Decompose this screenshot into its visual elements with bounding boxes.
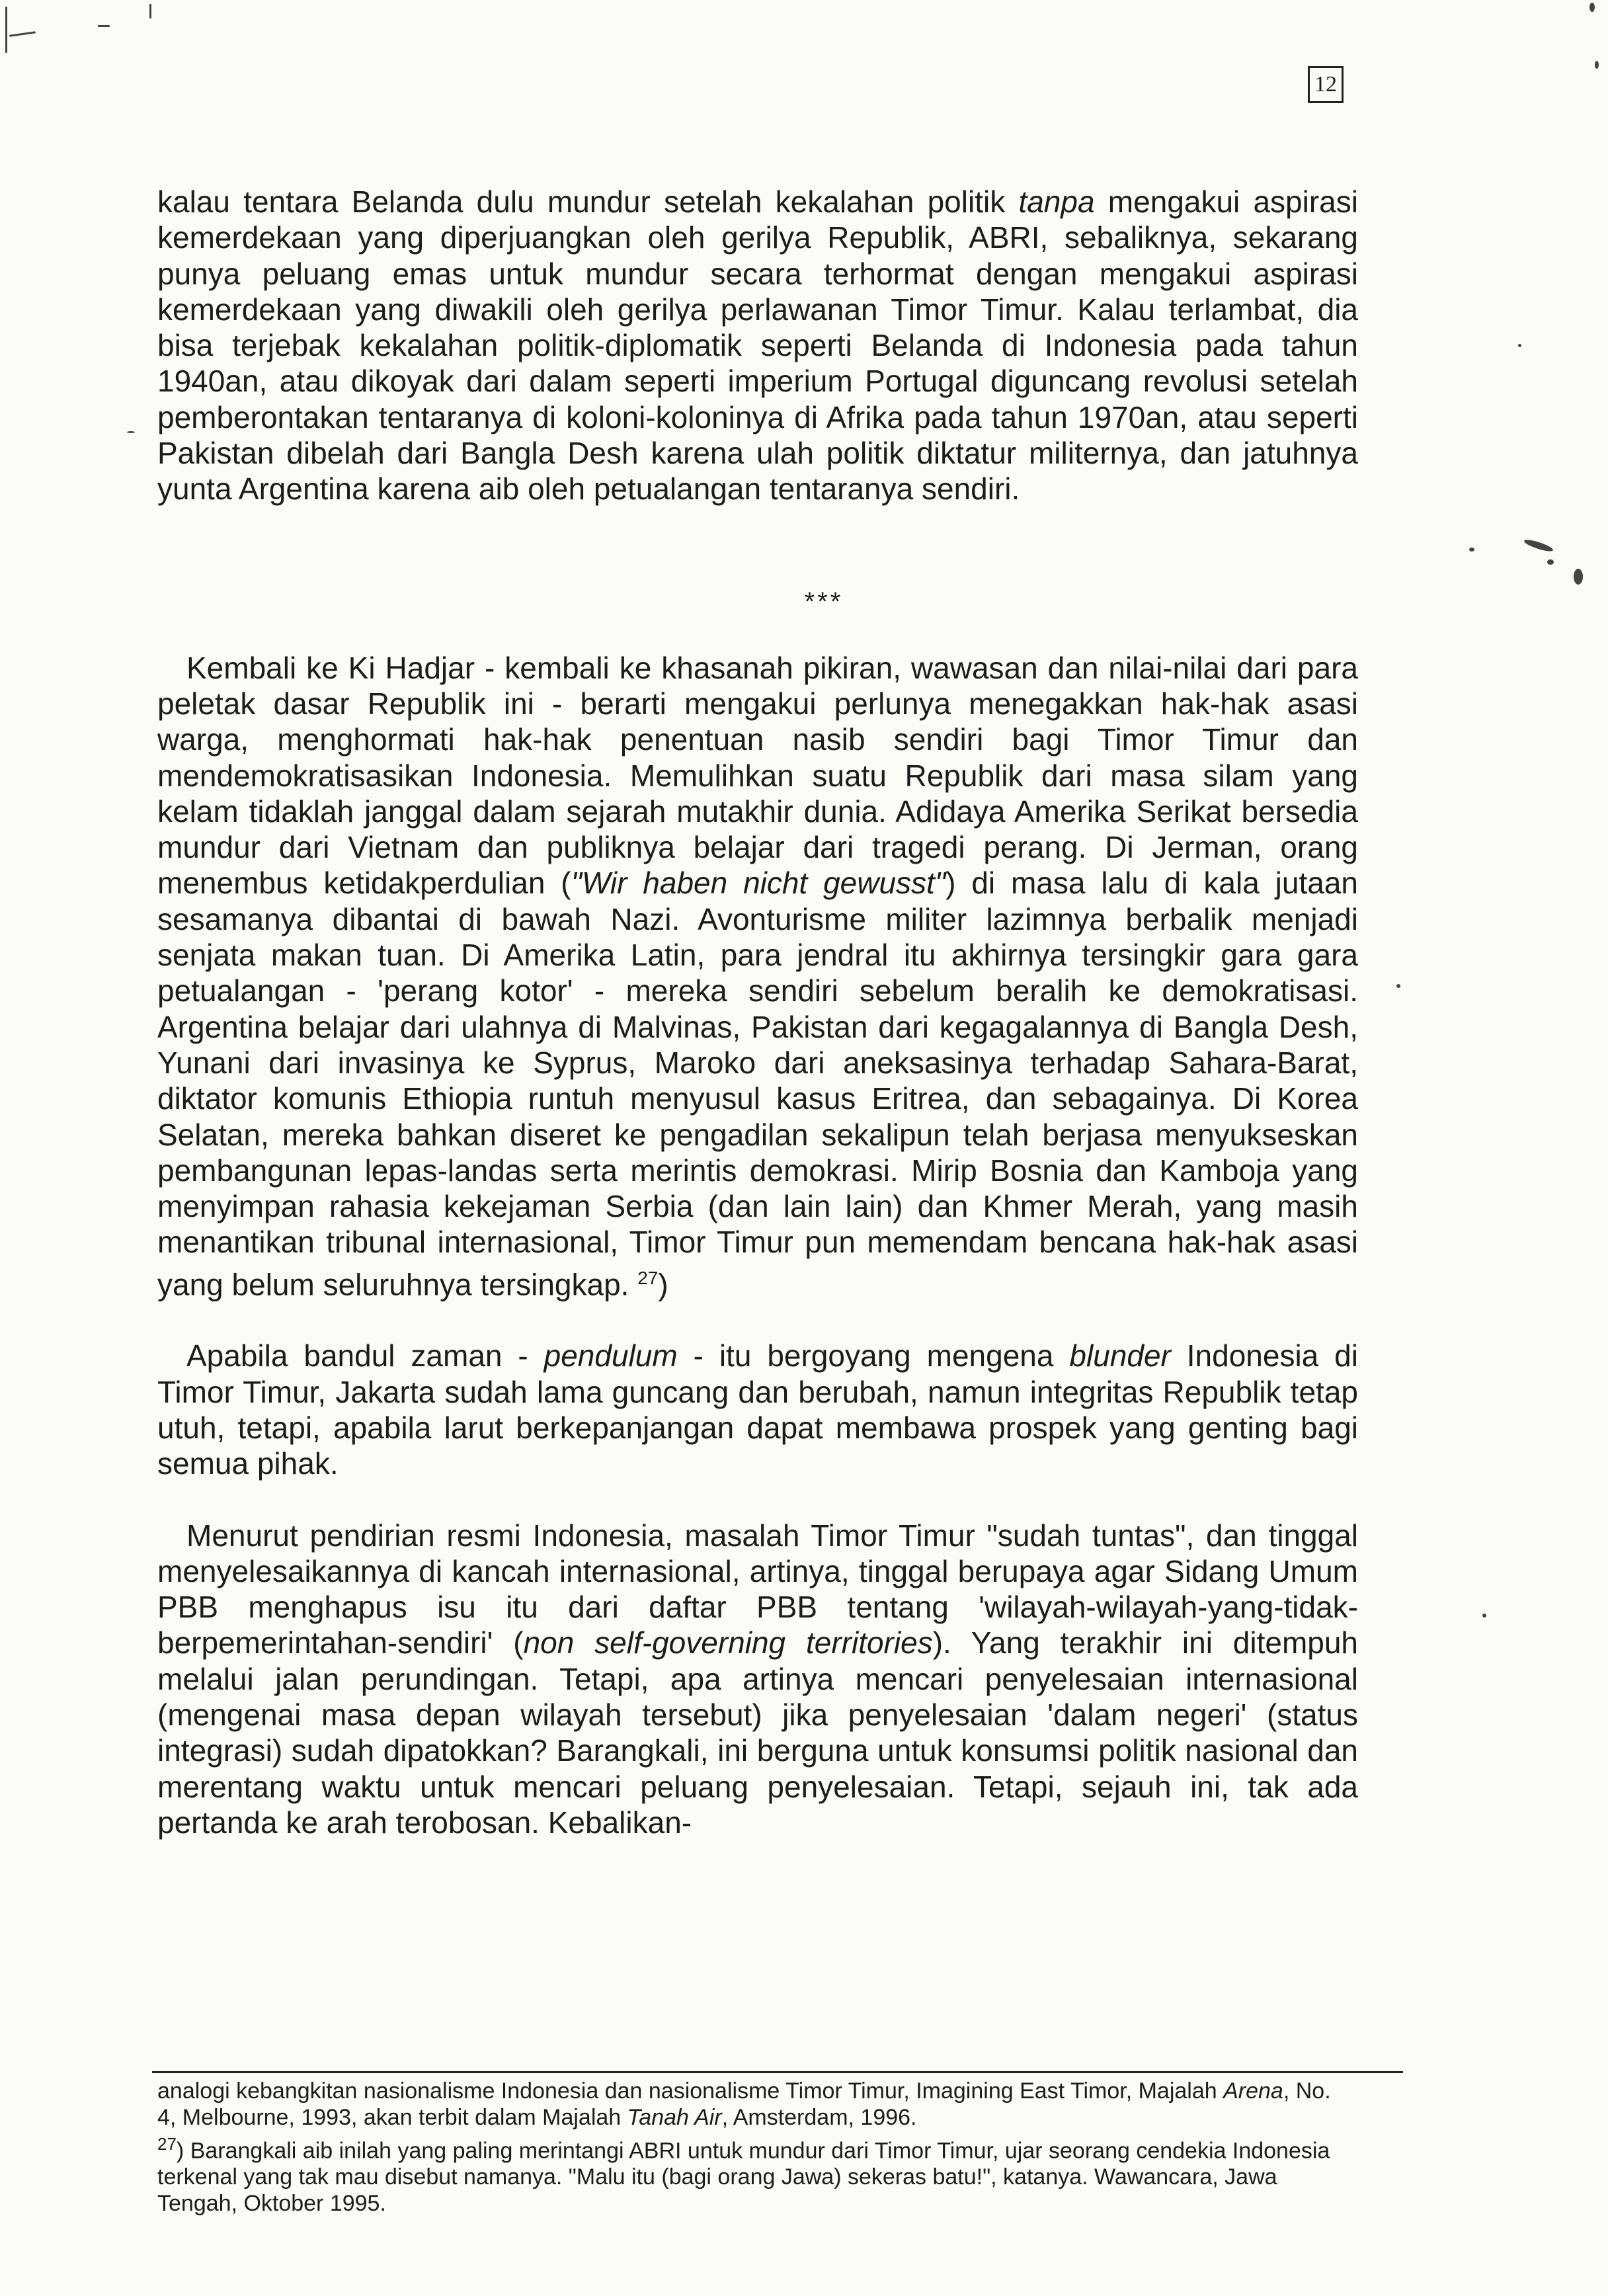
paragraph-1: kalau tentara Belanda dulu mundur setelah kekalahan politik tanpa mengakui aspirasi kemerdekaan yang diperjuangkan oleh gerilya Republik, ABRI, sebaliknya, sekarang punya peluang emas untuk mundur secara terhormat dengan mengakui aspirasi kemerdekaan yang diwakili oleh gerilya perlawanan Timor Timur. Kalau terlambat, dia bisa terjebak kekalahan politik-diplomatik seperti Belanda di Indonesia pada tahun 1940an, atau dikoyak dari dalam seperti imperium Portugal diguncang revolusi setelah pemberontakan tentaranya di koloni-koloninya di Afrika pada tahun 1970an, atau seperti Pakistan dibelah dari Bangla Desh karena ulah politik diktatur militernya, dan jatuhnya yunta Argentina karena aib oleh petualangan tentaranya sendiri. [157,184,1358,507]
footnotes [157,2078,1341,2217]
paragraph-3: Apabila bandul zaman - pendulum - itu bergoyang mengena blunder Indonesia di Timor Timur, Jakarta sudah lama guncang dan berubah, namun integritas Republik tetap utuh, tetapi, apabila larut berkepanjangan dapat membawa prospek yang genting bagi semua pihak. [157,1338,1358,1481]
paragraph-4: Menurut pendirian resmi Indonesia, masalah Timor Timur "sudah tuntas", dan tinggal menyelesaikannya di kancah internasional, artinya, tinggal berupaya agar Sidang Umum PBB menghapus isu itu dari daftar PBB tentang 'wilayah-wilayah-yang-tidak-berpemerintahan-sendiri' (non self-governing territories). Yang terakhir ini ditempuh melalui jalan perundingan. Tetapi, apa artinya mencari penyelesaian internasional (mengenai masa depan wilayah tersebut) jika penyelesaian 'dalam negeri' (status integrasi) sudah dipatokkan? Barangkali, ini berguna untuk konsumsi politik nasional dan merentang waktu untuk mencari peluang penyelesaian. Tetapi, sejauh ini, tak ada pertanda ke arah terobosan. Kebalikan- [157,1518,1359,1840]
body-text [157,184,1358,1840]
footnote-divider [152,2071,1403,2073]
footnote-27: $^{27}$) Barangkali aib inilah yang paling merintangi ABRI untuk mundur dari Timor Timur, ujar seorang cendekia Indonesia terkenal yang tak mau disebut namanya. "Malu itu (bagi orang Jawa) sekeras batu!", katanya. Wawancara, Jawa Tengah, Oktober 1995. [157,2134,1330,2217]
footnote-continued: analogi kebangkitan nasionalisme Indonesia dan nasionalisme Timor Timur, Imagining East Timor, Majalah Arena, No. 4, Melbourne, 1993, akan terbit dalam Majalah Tanah Air, Amsterdam, 1996. [157,2078,1331,2130]
paragraph-2: Kembali ke Ki Hadjar - kembali ke khasanah pikiran, wawasan dan nilai-nilai dari para peletak dasar Republik ini - berarti mengakui perlunya menegakkan hak-hak asasi warga, menghormati hak-hak penentuan nasib sendiri bagi Timor Timur dan mendemokratisasikan Indonesia. Memulihkan suatu Republik dari masa silam yang kelam tidaklah janggal dalam sejarah mutakhir dunia. Adidaya Amerika Serikat bersedia mundur dari Vietnam dan publiknya belajar dari tragedi perang. Di Jerman, orang menembus ketidakperdulian ("Wir haben nicht gewusst") di masa lalu di kala jutaan sesamanya dibantai di bawah Nazi. Avonturisme militer lazimnya berbalik menjadi senjata makan tuan. Di Amerika Latin, para jendral itu akhirnya tersingkir gara gara petualangan - 'perang kotor' - mereka sendiri sebelum beralih ke demokratisasi. Argentina belajar dari ulahnya di Malvinas, Pakistan dari kegagalannya di Bangla Desh, Yunani dari invasinya ke Syprus, Maroko dari aneksasinya terhadap Sahara-Barat, diktator komunis Ethiopia runtuh menyusul kasus Eritrea, dan sebagainya. Di Korea Selatan, mereka bahkan diseret ke pengadilan sekalipun telah berjasa menyukseskan pembangunan lepas-landas serta merintis demokrasi. Mirip Bosnia dan Kamboja yang menyimpan rahasia kekejaman Serbia (dan lain lain) dan Khmer Merah, yang masih menantikan tribunal internasional, Timor Timur pun memendam bencana hak-hak asasi yang belum seluruhnya tersingkap. $^{27}$) [157,650,1358,1302]
section-separator: *** [804,587,844,616]
page-number: 12 [1308,66,1344,103]
footnote-ref-27: 27 [637,1267,659,1288]
